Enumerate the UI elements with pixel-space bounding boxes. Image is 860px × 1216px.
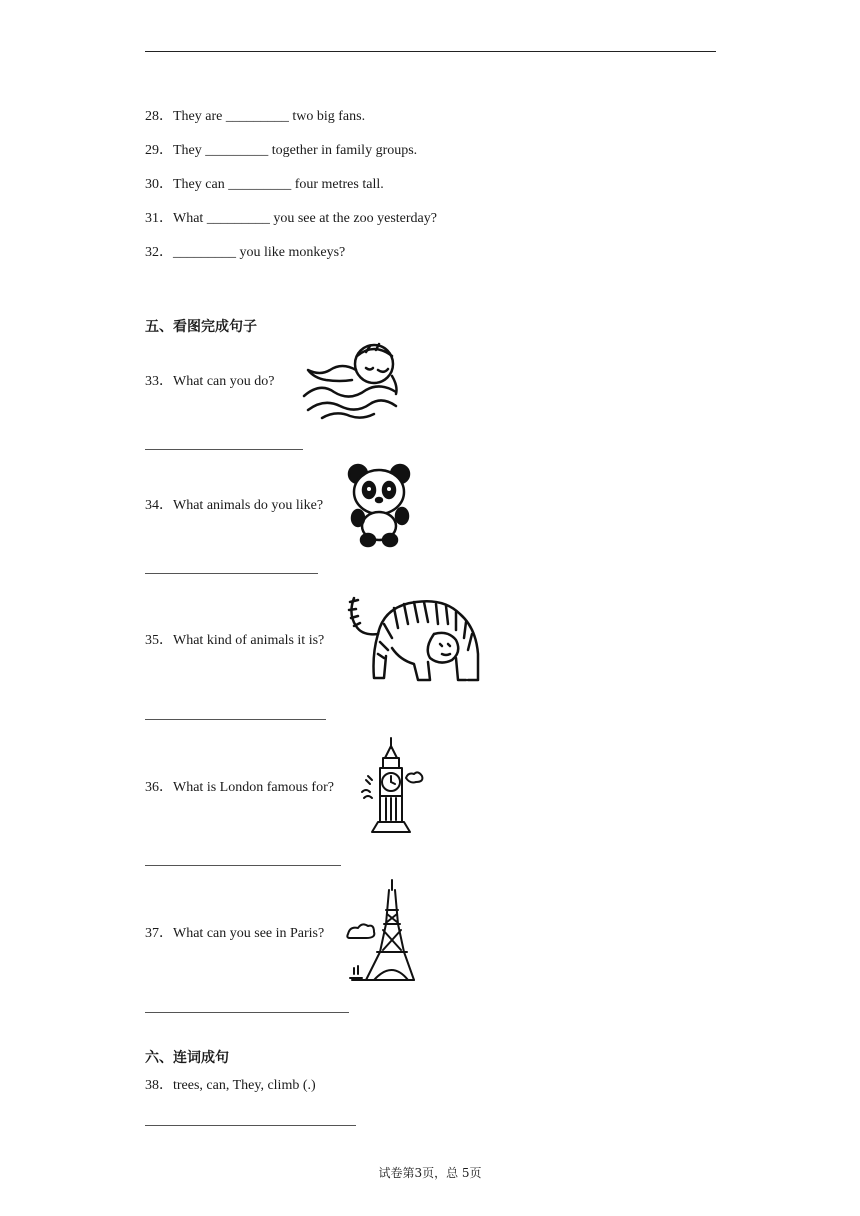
tiger-icon [344,594,482,686]
question-34: 34．What animals do you like? [145,498,324,513]
answer-line-38[interactable] [145,1125,356,1126]
question-28: 28．They are _________ two big fans. [145,109,366,124]
question-37: 37．What can you see in Paris? [145,926,325,941]
answer-line-33[interactable] [145,449,303,450]
question-38: 38．trees, can, They, climb (.) [145,1078,316,1093]
answer-line-37[interactable] [145,1012,349,1013]
question-31: 31．What _________ you see at the zoo yesterday? [145,211,437,226]
eiffel-tower-icon [346,878,416,984]
answer-line-34[interactable] [145,573,318,574]
question-32: 32．_________ you like monkeys? [145,245,346,260]
header-rule [145,51,716,52]
question-29: 29．They _________ together in family groups. [145,143,418,158]
answer-line-35[interactable] [145,719,326,720]
section-5-title: 五、看图完成句子 [145,319,257,335]
panda-icon [346,462,412,548]
section-6-title: 六、连词成句 [145,1050,229,1066]
swimmer-icon [300,340,404,420]
page-footer: 试卷第3页，总 5页 [378,1166,482,1180]
big-ben-icon [358,736,426,834]
question-35: 35．What kind of animals it is? [145,633,325,648]
question-36: 36．What is London famous for? [145,780,334,795]
question-33: 33．What can you do? [145,374,275,389]
answer-line-36[interactable] [145,865,341,866]
question-30: 30．They can _________ four metres tall. [145,177,384,192]
